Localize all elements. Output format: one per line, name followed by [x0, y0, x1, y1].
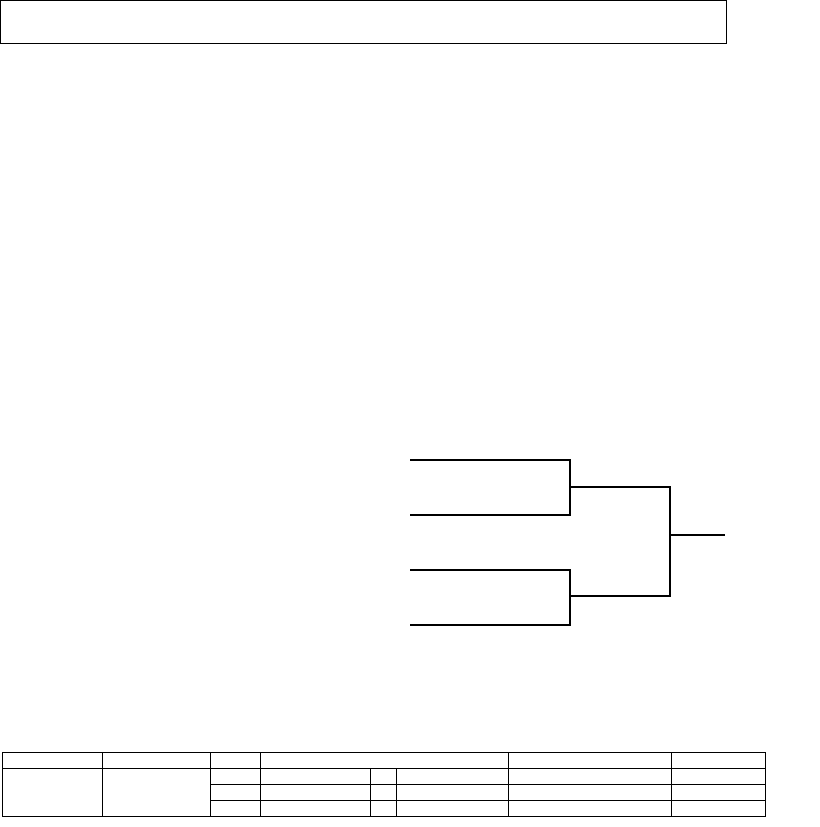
schedule-header-row: [3, 753, 766, 769]
schedule-date: [3, 769, 103, 817]
schedule-duty: [672, 769, 766, 785]
schedule-header-date: [3, 753, 103, 769]
schedule-umpire: [509, 769, 672, 785]
schedule-away: [397, 785, 509, 801]
schedule-time: [211, 785, 261, 801]
schedule-duty: [672, 801, 766, 817]
schedule-duty: [672, 785, 766, 801]
schedule-row: [3, 769, 766, 785]
schedule-header-time: [211, 753, 261, 769]
schedule-header-umpire: [509, 753, 672, 769]
schedule-umpire: [509, 801, 672, 817]
schedule-time: [211, 801, 261, 817]
schedule-vs: [371, 785, 397, 801]
schedule-away: [397, 801, 509, 817]
schedule-venue: [103, 769, 211, 817]
schedule-table: [2, 752, 766, 817]
schedule-header-match: [261, 753, 509, 769]
schedule-header-duty: [672, 753, 766, 769]
schedule-vs: [371, 769, 397, 785]
schedule-home: [261, 769, 371, 785]
schedule-away: [397, 769, 509, 785]
schedule-umpire: [509, 785, 672, 801]
schedule-time: [211, 769, 261, 785]
schedule-header-venue: [103, 753, 211, 769]
schedule-home: [261, 785, 371, 801]
schedule-vs: [371, 801, 397, 817]
schedule-home: [261, 801, 371, 817]
